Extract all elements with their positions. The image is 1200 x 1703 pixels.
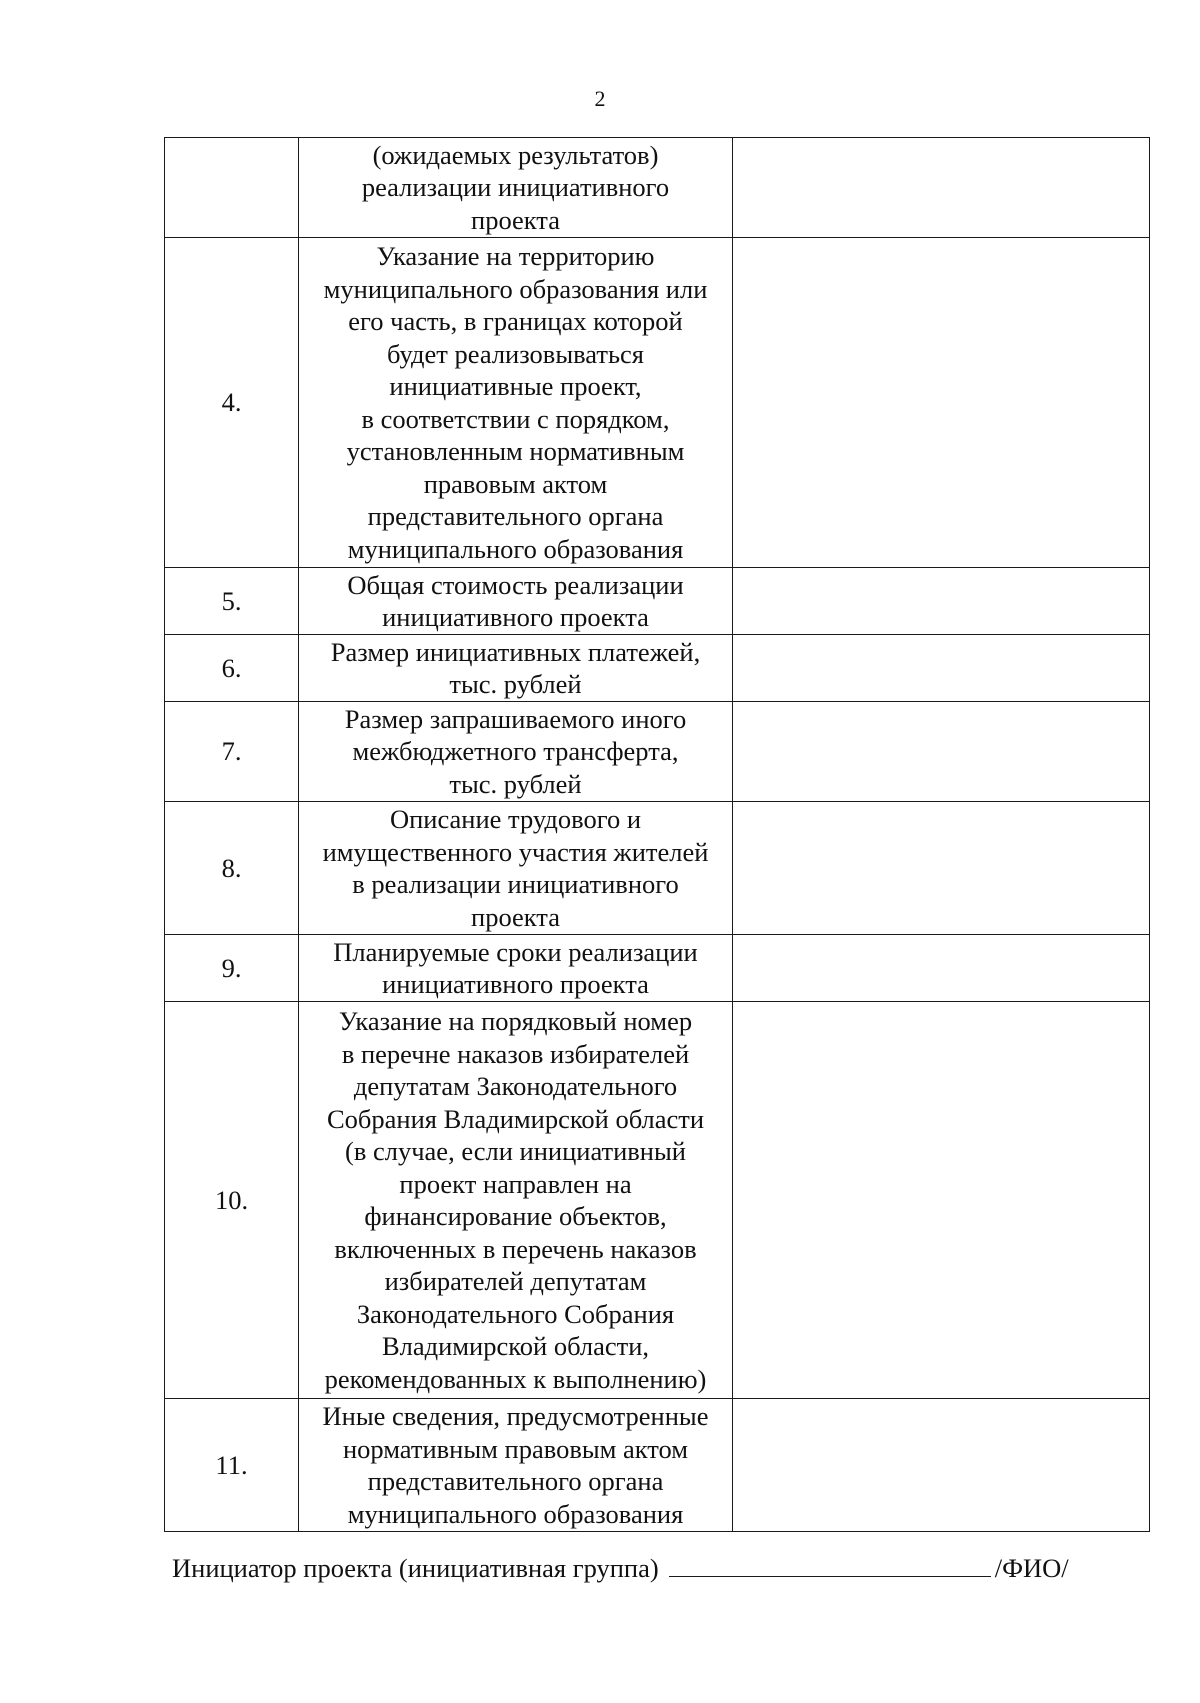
- page-number: 2: [594, 86, 606, 111]
- row-value-field[interactable]: [733, 702, 1150, 802]
- row-description: Размер инициативных платежей, тыс. рублей: [299, 635, 733, 702]
- row-value-field[interactable]: [733, 935, 1150, 1002]
- row-description: Иные сведения, предусмотренные нормативным правовым актом представительного органа муниципального образования: [299, 1399, 733, 1532]
- table-row: [165, 635, 1150, 702]
- row-number: 4.: [165, 238, 299, 568]
- row-number: 9.: [165, 935, 299, 1002]
- row-description: Указание на порядковый номер в перечне наказов избирателей депутатам Законодательного Собрания Владимирской области (в случае, если инициативный проект направлен на финансирование объектов, включенных в перечень наказов избирателей депутатам Законодательного Собрания Владимирской области, рекомендованных к выполнению): [299, 1002, 733, 1399]
- row-description: Указание на территорию муниципального образования или его часть, в границах которой будет реализовываться инициативные проект, в соответствии с порядком, установленным нормативным правовым актом представительного органа муниципального образования: [299, 238, 733, 568]
- table-row: [165, 238, 1150, 568]
- initiator-label: Инициатор проекта (инициативная группа): [172, 1553, 659, 1583]
- application-form-table: [164, 137, 1150, 1532]
- table-row: [165, 802, 1150, 935]
- row-description: Общая стоимость реализации инициативного проекта: [299, 568, 733, 635]
- row-number: 7.: [165, 702, 299, 802]
- fio-label: /ФИО/: [994, 1553, 1069, 1583]
- signature-blank-field[interactable]: [669, 1552, 991, 1577]
- row-value-field[interactable]: [733, 1399, 1150, 1532]
- table-row: [165, 702, 1150, 802]
- table-row: [165, 138, 1150, 238]
- row-value-field[interactable]: [733, 635, 1150, 702]
- row-description: Размер запрашиваемого иного межбюджетного трансферта, тыс. рублей: [299, 702, 733, 802]
- row-number: 6.: [165, 635, 299, 702]
- row-number: 11.: [165, 1399, 299, 1532]
- table-row: [165, 1399, 1150, 1532]
- row-description: Планируемые сроки реализации инициативного проекта: [299, 935, 733, 1002]
- initiator-signature-line: [172, 1552, 1132, 1584]
- row-description: (ожидаемых результатов) реализации инициативного проекта: [299, 138, 733, 238]
- row-number: 8.: [165, 802, 299, 935]
- row-description: Описание трудового и имущественного участия жителей в реализации инициативного проекта: [299, 802, 733, 935]
- row-number: 10.: [165, 1002, 299, 1399]
- table-row: [165, 568, 1150, 635]
- row-value-field[interactable]: [733, 238, 1150, 568]
- table-row: [165, 935, 1150, 1002]
- row-number: 5.: [165, 568, 299, 635]
- row-number: [165, 138, 299, 238]
- row-value-field[interactable]: [733, 802, 1150, 935]
- row-value-field[interactable]: [733, 568, 1150, 635]
- row-value-field[interactable]: [733, 138, 1150, 238]
- table-row: [165, 1002, 1150, 1399]
- row-value-field[interactable]: [733, 1002, 1150, 1399]
